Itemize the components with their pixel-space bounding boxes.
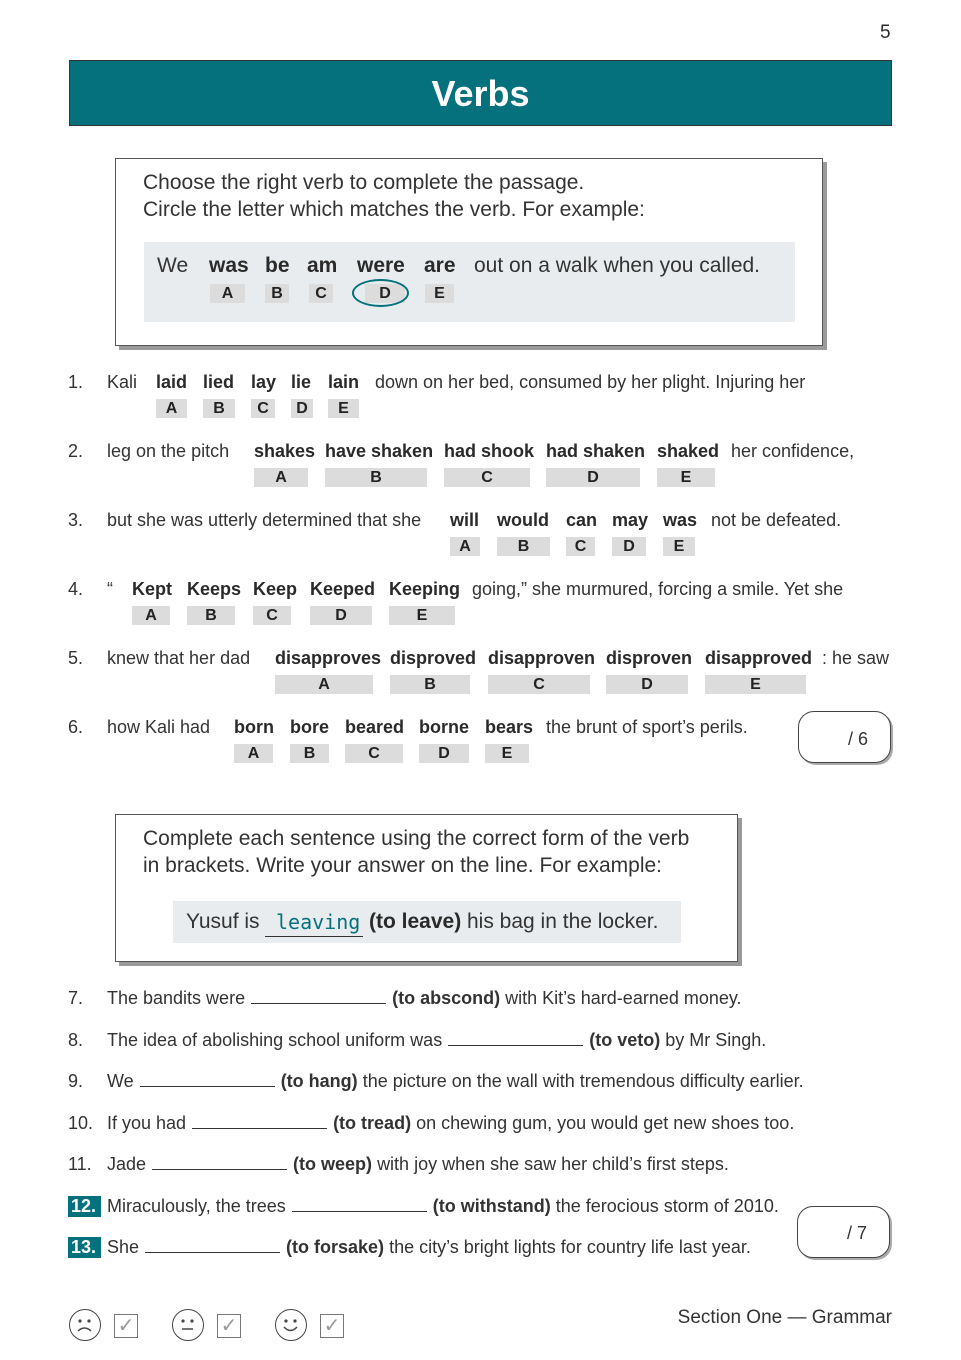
letter-label[interactable]: C: [251, 399, 275, 418]
score-box-1: [798, 711, 891, 763]
example-option: be: [265, 254, 290, 277]
letter-label: C: [309, 284, 333, 303]
question-number: 7.: [68, 988, 84, 1008]
neutral-face-icon: [172, 1309, 204, 1341]
verb-in-brackets: (to withstand): [432, 1196, 551, 1216]
letter-label[interactable]: B: [290, 744, 329, 763]
letter-label: E: [425, 284, 454, 303]
example-box: [173, 901, 681, 943]
letter-label[interactable]: A: [254, 468, 308, 487]
letter-label[interactable]: B: [325, 468, 427, 487]
answer-circle: [352, 279, 409, 307]
instruction-panel-1: [115, 158, 823, 346]
instruction-panel-2: [115, 814, 738, 962]
question-text: with Kit’s hard-earned money.: [505, 988, 742, 1008]
verb-option: Keeps: [187, 579, 242, 599]
verb-option: disproven: [606, 648, 693, 668]
fill-question-row: [68, 1236, 751, 1258]
answer-blank[interactable]: [251, 987, 386, 1004]
instruction-line: Choose the right verb to complete the passage.: [143, 171, 585, 194]
verb-option: bears: [485, 717, 534, 737]
verb-in-brackets: (to veto): [589, 1030, 661, 1050]
question-text: the picture on the wall with tremendous difficulty earlier.: [362, 1071, 804, 1091]
question-text: by Mr Singh.: [665, 1030, 767, 1050]
verb-option: had shook: [444, 441, 535, 461]
letter-label[interactable]: D: [310, 606, 372, 625]
letter-label[interactable]: A: [132, 606, 170, 625]
example-answer: leaving: [276, 910, 361, 934]
answer-blank[interactable]: [145, 1236, 280, 1253]
letter-label: B: [265, 284, 289, 303]
letter-label[interactable]: A: [450, 537, 480, 556]
letter-label[interactable]: C: [345, 744, 403, 763]
verb-option: lied: [203, 372, 235, 392]
question-text: knew that her dad: [107, 648, 251, 668]
answer-blank[interactable]: [140, 1070, 275, 1087]
verb-in-brackets: (to weep): [293, 1154, 373, 1174]
letter-label[interactable]: D: [291, 399, 313, 418]
question-text: The bandits were: [107, 988, 246, 1008]
verb-option: laid: [156, 372, 188, 392]
question-text: with joy when she saw her child’s first steps.: [377, 1154, 729, 1174]
verb-option: Keeping: [389, 579, 461, 599]
question-text: on chewing gum, you would get new shoes too.: [416, 1113, 795, 1133]
fill-question-row: [68, 1153, 729, 1175]
verb-option: disapproven: [488, 648, 596, 668]
verb-option: bore: [290, 717, 330, 737]
question-number: 11.: [68, 1154, 92, 1174]
question-text: down on her bed, consumed by her plight. Injuring her: [375, 372, 806, 392]
letter-label: A: [210, 284, 245, 303]
score-label: / 7: [847, 1223, 868, 1243]
verb-option: lay: [251, 372, 277, 392]
verb-option: disapproved: [705, 648, 813, 668]
letter-label[interactable]: E: [485, 744, 529, 763]
verb-option: would: [497, 510, 549, 530]
verb-option: lain: [328, 372, 360, 392]
checkbox-icon[interactable]: ✓: [114, 1314, 138, 1338]
verb-option: have shaken: [325, 441, 434, 461]
verb-option: was: [663, 510, 698, 530]
verb-option: Kept: [132, 579, 172, 599]
verb-in-brackets: (to forsake): [286, 1237, 385, 1257]
question-text: Miraculously, the trees: [107, 1196, 286, 1216]
question-number: 10.: [68, 1113, 94, 1133]
letter-label[interactable]: A: [234, 744, 273, 763]
question-text: her confidence,: [731, 441, 855, 461]
verb-option: will: [450, 510, 480, 530]
letter-label[interactable]: E: [657, 468, 715, 487]
score-box-2: [797, 1206, 890, 1258]
example-answer-line: [265, 909, 363, 937]
question-text: Jade: [107, 1154, 147, 1174]
fill-question-row: [68, 1029, 766, 1051]
example-option: was: [209, 254, 249, 277]
fill-question-row: [68, 1070, 804, 1092]
question-number: 6.: [68, 717, 84, 737]
verb-option: disapproves: [275, 648, 382, 668]
question-number: 9.: [68, 1071, 84, 1091]
letter-label[interactable]: A: [156, 399, 187, 418]
letter-label[interactable]: E: [663, 537, 695, 556]
letter-label[interactable]: B: [390, 675, 470, 694]
example-box: [144, 242, 795, 322]
verb-option: shaked: [657, 441, 720, 461]
question-text: If you had: [107, 1113, 187, 1133]
letter-label[interactable]: D: [546, 468, 640, 487]
letter-label[interactable]: B: [497, 537, 550, 556]
footer-section-label: Section One — Grammar: [677, 1307, 892, 1328]
verb-option: lie: [291, 372, 312, 392]
question-text: not be defeated.: [711, 510, 842, 530]
letter-label[interactable]: B: [187, 606, 235, 625]
verb-option: had shaken: [546, 441, 646, 461]
letter-label[interactable]: C: [488, 675, 590, 694]
letter-label[interactable]: E: [328, 399, 359, 418]
question-number: 12.: [68, 1196, 101, 1217]
question-number: 8.: [68, 1030, 84, 1050]
checkbox-icon[interactable]: ✓: [217, 1314, 241, 1338]
letter-label[interactable]: E: [389, 606, 455, 625]
verb-option: shakes: [254, 441, 316, 461]
question-text: the city’s bright lights for country life last year.: [389, 1237, 751, 1257]
question-text: going,” she murmured, forcing a smile. Yet she: [472, 579, 844, 599]
example-start: Yusuf is: [186, 910, 260, 933]
letter-label[interactable]: C: [444, 468, 530, 487]
question-number: 5.: [68, 648, 84, 668]
letter-label[interactable]: D: [606, 675, 688, 694]
answer-blank[interactable]: [192, 1112, 327, 1129]
verb-option: born: [234, 717, 274, 737]
verb-in-brackets: (to tread): [333, 1113, 412, 1133]
example-option: were: [357, 254, 405, 277]
score-label: / 6: [848, 729, 869, 749]
letter-label[interactable]: A: [275, 675, 373, 694]
happy-face-icon: [275, 1309, 307, 1341]
question-text: “: [107, 579, 113, 599]
question-text: the brunt of sport’s perils.: [546, 717, 748, 737]
question-text: how Kali had: [107, 717, 211, 737]
letter-label[interactable]: D: [419, 744, 469, 763]
question-text: but she was utterly determined that she: [107, 510, 422, 530]
instruction-line: Circle the letter which matches the verb. For example:: [143, 198, 645, 221]
question-text: She: [107, 1237, 140, 1257]
letter-label[interactable]: B: [203, 399, 235, 418]
verb-option: Keeped: [310, 579, 376, 599]
example-start: We: [157, 254, 189, 277]
page-number: 5: [880, 22, 891, 43]
instruction-line: in brackets. Write your answer on the line. For example:: [143, 854, 663, 877]
question-number: 1.: [68, 372, 84, 392]
letter-label[interactable]: D: [612, 537, 646, 556]
question-text: We: [107, 1071, 134, 1091]
instruction-line: Complete each sentence using the correct form of the verb: [143, 827, 690, 850]
verb-option: Keep: [253, 579, 298, 599]
page-title: Verbs: [69, 60, 892, 126]
example-verb: (to leave): [369, 910, 462, 933]
verb-option: may: [612, 510, 649, 530]
verb-in-brackets: (to hang): [280, 1071, 358, 1091]
verb-in-brackets: (to abscond): [392, 988, 501, 1008]
fill-question-row: [68, 1112, 794, 1134]
question-text: the ferocious storm of 2010.: [555, 1196, 779, 1216]
answer-blank[interactable]: [292, 1195, 427, 1212]
verb-option: can: [566, 510, 598, 530]
question-number: 4.: [68, 579, 84, 599]
question-number: 13.: [68, 1237, 101, 1258]
sad-face-icon: [69, 1309, 101, 1341]
checkbox-icon[interactable]: ✓: [320, 1314, 344, 1338]
verb-option: disproved: [390, 648, 477, 668]
question-text: The idea of abolishing school uniform was: [107, 1030, 443, 1050]
question-number: 3.: [68, 510, 84, 530]
question-text: : he saw: [822, 648, 890, 668]
answer-blank[interactable]: [152, 1153, 287, 1170]
fill-question-row: [68, 987, 742, 1009]
question-text: leg on the pitch: [107, 441, 230, 461]
example-option: are: [424, 254, 456, 277]
letter-label[interactable]: C: [566, 537, 595, 556]
answer-blank[interactable]: [448, 1029, 583, 1046]
question-number: 2.: [68, 441, 84, 461]
example-end: out on a walk when you called.: [474, 254, 761, 277]
example-option: am: [307, 254, 338, 277]
question-text: Kali: [107, 372, 138, 392]
letter-label: D: [365, 284, 405, 303]
verb-option: beared: [345, 717, 405, 737]
letter-label[interactable]: E: [705, 675, 806, 694]
fill-question-row: [68, 1195, 779, 1217]
example-end: his bag in the locker.: [467, 910, 659, 933]
letter-label[interactable]: C: [253, 606, 291, 625]
verb-option: borne: [419, 717, 470, 737]
